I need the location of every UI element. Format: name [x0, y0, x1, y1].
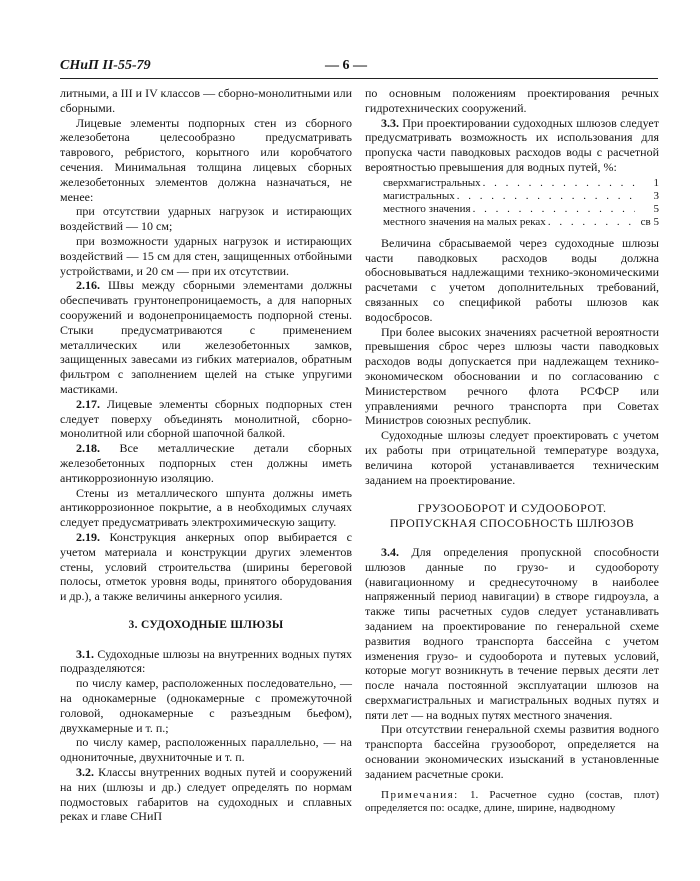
paragraph: При отсутствии генеральной схемы развития водного транспорта бассейна грузооборот, определяется на основании экономических изысканий в установленные заданием расчетные сроки.: [365, 722, 659, 781]
list-item-value: св 5: [640, 215, 659, 228]
clause-number: 3.3.: [381, 115, 399, 130]
paragraph: по числу камер, расположенных параллельно, — на однониточные, двухниточные и т. п.: [60, 735, 352, 765]
clause-text: При проектировании судоходных шлюзов следует предусматривать возможность их использования для пропуска части паводковых расходов воды с расчетной вероятностью превышения для водных путей, %:: [365, 115, 659, 174]
clause-3-1: [60, 647, 352, 677]
paragraph: Величина сбрасываемой через судоходные шлюзы части паводковых расходов воды должна обосновываться надлежащими технико-экономическими расчетами с учетом дополнительных требований, связанных со спецификой работы шлюзов как водосбросов.: [365, 235, 659, 324]
clause-2-16: [60, 278, 352, 396]
list-item-label: сверхмагистральных: [383, 176, 481, 189]
paragraph: по числу камер, расположенных последовательно, — на однокамерные (однокамерные с промежуточной головой, однокамерные с разъездным бьефом), двухкамерные и т. п.;: [60, 676, 352, 735]
paragraph: Судоходные шлюзы следует проектировать с учетом их работы при отрицательной температуре воздуха, величина которой устанавливается техническим заданием на проектирование.: [365, 428, 659, 487]
section-heading: 3. СУДОХОДНЫЕ ШЛЮЗЫ: [128, 618, 284, 631]
clause-number: 2.17.: [76, 396, 100, 411]
document-code: СНиП II-55-79: [60, 58, 151, 73]
clause-2-17: [60, 397, 352, 441]
section-heading-line1: ГРУЗООБОРОТ И СУДООБОРОТ.: [417, 501, 607, 516]
clause-text: Швы между сборными элементами должны обеспечивать грунтонепроницаемость, а для напорных сооружений и водонепроницаемость подпорной стены. Стыки предусматриваются с применением металлических или железобетонных замков, защищенных завесами из гибких материалов, обратным фильтром с заполнением щелей на стыке упругими мастиками.: [60, 278, 353, 396]
clause-text: Для определения пропускной способности шлюзов данные по грузо- и судообороту (навигационному и среднесуточному в наиболее напряженный период навигации) в створе гидроузла, а также типы расчетных судов следует устанавливать заданием на проектирование по генеральной схеме развития водного транспорта бассейна с учетом изменения грузо- и судооборота и путевых условий, которые могут возникнуть в течение первых десяти лет после начала постоянной эксплуатации шлюзов на сверхмагистральных и магистральных водных путях и пяти лет — на водных путях местного значения.: [365, 544, 659, 722]
clause-text: Классы внутренних водных путей и сооружений на них (шлюзы и др.) следует определять по нормам подмостовых габаритов на судоходных и сплавных реках и главе СНиП: [60, 765, 352, 824]
section-heading-line2: ПРОПУСКНАЯ СПОСОБНОСТЬ ШЛЮЗОВ: [389, 516, 635, 531]
clause-number: 3.4.: [381, 544, 399, 559]
list-item-value: 5: [653, 202, 659, 215]
clause-3-4: [365, 545, 659, 723]
list-item: [383, 177, 659, 190]
clause-text: Судоходные шлюзы на внутренних водных путях подразделяются:: [60, 646, 353, 676]
paragraph: при отсутствии ударных нагрузок и истирающих воздействий — 10 см;: [60, 204, 352, 234]
clause-number: 2.19.: [76, 529, 100, 544]
clause-3-2: [60, 765, 352, 824]
header-rule: [60, 78, 658, 79]
paragraph: Стены из металлического шпунта должны иметь антикоррозионное покрытие, а в необходимых случаях следует предусматривать электрохимическую защиту.: [60, 485, 352, 530]
clause-number: 2.18.: [76, 441, 100, 456]
list-item-value: 1: [653, 176, 659, 189]
clause-number: 3.1.: [76, 646, 94, 661]
note-text: 1. Расчетное судно (состав, плот) определяется по: осадке, длине, ширине, надводному: [365, 788, 659, 815]
clause-text: Конструкция анкерных опор выбирается с учетом материала и конструкции других элементов стены, условий строительства (ширины береговой полосы, отметок уровня воды, принятого оборудования и др.), а также величины анкерного усилия.: [60, 529, 353, 604]
clause-text: Лицевые элементы сборных подпорных стен следует поверху объединять монолитной, сборно-монолитной или сборной шапочной балкой.: [60, 396, 353, 441]
clause-number: 2.16.: [76, 278, 100, 293]
list-item-label: местного значения: [383, 202, 471, 215]
probability-list: [383, 177, 659, 229]
paragraph: литными, а III и IV классов — сборно-монолитными или сборными.: [60, 86, 352, 115]
list-item: [383, 203, 659, 216]
clause-3-3: [365, 116, 659, 175]
page-number: — 6 —: [325, 58, 367, 73]
list-item-value: 3: [653, 189, 659, 202]
left-column: [60, 86, 352, 824]
paragraph: При более высоких значениях расчетной вероятности превышения сброс через шлюзы части паводковых расходов воды допускается при надлежащем технико-экономическом обосновании и по согласованию с Министерством речного флота РСФСР или управлениями речного транспорта при Советах Министров союзных республик.: [365, 324, 659, 428]
list-item-label: магистральных: [383, 189, 455, 202]
note-label: Примечания:: [381, 788, 459, 801]
note: [365, 789, 659, 816]
clause-2-18: [60, 441, 352, 485]
paragraph: по основным положениям проектирования речных гидротехнических сооружений.: [365, 86, 659, 115]
list-item-label: местного значения на малых реках: [383, 215, 546, 228]
clause-2-19: [60, 530, 352, 604]
list-item: [383, 190, 659, 203]
paragraph: Лицевые элементы подпорных стен из сборного железобетона целесообразно предусматривать таврового, ребристого, корытного или коробчатого сечения. Минимальная толщина лицевых сборных железобетонных элементов должна назначаться, не менее:: [60, 115, 352, 204]
clause-text: Все металлические детали сборных железобетонных подпорных стен должны иметь антикоррозионную изоляцию.: [60, 441, 353, 485]
right-column: [365, 86, 659, 816]
list-item: [383, 216, 659, 229]
clause-number: 3.2.: [76, 765, 94, 780]
paragraph: при возможности ударных нагрузок и истирающих воздействий — 15 см для стен, защищенных отбойными устройствами, и 20 см — при их отсутствии.: [60, 233, 352, 278]
